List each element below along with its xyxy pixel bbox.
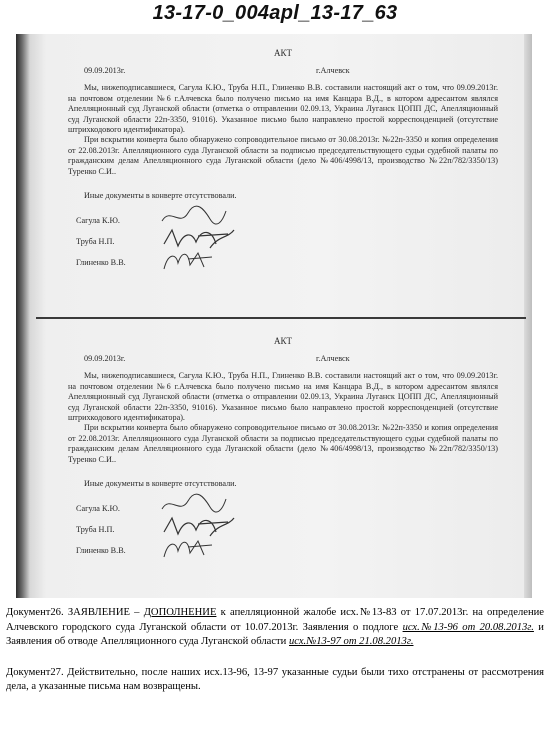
act-2 — [68, 336, 498, 562]
doc26-text: к апелляционной жалобе исх.№13-83 от 17.07.2013г. на определение Алчевского городского суда Луганской области от 10.07.2013г. Заявления о подлоге — [6, 607, 544, 633]
signature-line — [76, 541, 498, 562]
page-divider — [36, 317, 526, 319]
signer-name: Сагула К.Ю. — [76, 504, 120, 514]
page-header: 13-17-0_004apl_13-17_63 — [152, 2, 398, 24]
scan-edge — [524, 34, 532, 598]
act-paragraph-1: Мы, нижеподписавшиеся, Сагула К.Ю., Труба Н.П., Глиненко В.В. составили настоящий акт о том, что 09.09.2013г. на почтовом отделении №6 г.Алчевска было получено письмо на имя Канцара В.Д., в котором адресантом являлся Апелляционный суд Луганской области (отметка о отправлении 02.09.13, Украина Луганск ЦОПП ДС, Апелляционный суд Луганской области 22п-3350, 91016). Указанное письмо было направлено простой корреспонденцией (отсутствие штрихкодового идентификатора). — [68, 371, 498, 423]
signature-block — [68, 499, 498, 562]
document-26-paragraph — [6, 606, 544, 650]
act-city: г.Алчевск — [316, 66, 350, 76]
signature-line — [76, 520, 498, 541]
doc26-link-13-97[interactable]: исх.№13-97 от 21.08.2013г. — [289, 636, 414, 648]
act-1 — [68, 48, 498, 274]
act-date: 09.09.2013г. — [84, 354, 126, 364]
act-title: АКТ — [274, 336, 292, 346]
act-paragraph-1: Мы, нижеподписавшиеся, Сагула К.Ю., Труба Н.П., Глиненко В.В. составили настоящий акт о том, что 09.09.2013г. на почтовом отделении №6 г.Алчевска было получено письмо на имя Канцара В.Д., в котором адресантом являлся Апелляционный суд Луганской области (отметка о отправлении 02.09.13, Украина Луганск ЦОПП ДС, Апелляционный суд Луганской области 22п-3350, 91016). Указанное письмо было направлено простой корреспонденцией (отсутствие штрихкодового идентификатора). — [68, 83, 498, 135]
doc26-text: Документ26. ЗАЯВЛЕНИЕ – — [6, 607, 144, 618]
signature-line — [76, 253, 498, 274]
doc26-text: и Заявления об отводе Апелляционного суда Луганской области — [6, 621, 544, 648]
act-dateline — [68, 66, 498, 77]
handwritten-signature-icon — [158, 247, 218, 273]
signer-name: Труба Н.П. — [76, 237, 115, 247]
act-no-other-docs: Иные документы в конверте отсутствовали. — [84, 191, 237, 201]
act-title: АКТ — [274, 48, 292, 58]
act-no-other-docs: Иные документы в конверте отсутствовали. — [84, 479, 237, 489]
signer-name: Труба Н.П. — [76, 525, 115, 535]
signer-name: Глиненко В.В. — [76, 258, 126, 268]
document-27-paragraph: Документ27. Действительно, после наших исх.13-96, 13-97 указанные судьи были тихо отстранены от рассмотрения дела, а указанные письма нам возвращены. — [6, 666, 544, 693]
footer-text — [6, 606, 544, 695]
signature-line — [76, 499, 498, 520]
signature-line — [76, 211, 498, 232]
signature-line — [76, 232, 498, 253]
act-dateline — [68, 354, 498, 365]
doc26-addition: ДОПОЛНЕНИЕ — [143, 607, 217, 618]
doc26-link-13-96[interactable]: исх.№13-96 от 20.08.2013г. — [402, 621, 534, 633]
act-paragraph-2: При вскрытии конверта было обнаружено сопроводительное письмо от 30.08.2013г. №22п-3350 и копия определения от 22.08.2013г. Апелляционного суда Луганской области за подписью председательствующего судьи судебной палаты по гражданским делам Апелляционного суда Луганской области (дело №406/4998/13, производство №22п/782/3350/13) Туренко С.И.. — [68, 423, 498, 464]
handwritten-signature-icon — [158, 535, 218, 561]
act-paragraph-2: При вскрытии конверта было обнаружено сопроводительное письмо от 30.08.2013г. №22п-3350 и копия определения от 22.08.2013г. Апелляционного суда Луганской области за подписью председательствующего судьи судебной палаты по гражданским делам Апелляционного суда Луганской области (дело №406/4998/13, производство №22п/782/3350/13) Туренко С.И.. — [68, 135, 498, 176]
signer-name: Сагула К.Ю. — [76, 216, 120, 226]
scanned-document — [16, 34, 532, 598]
signature-block — [68, 211, 498, 274]
act-city: г.Алчевск — [316, 354, 350, 364]
signer-name: Глиненко В.В. — [76, 546, 126, 556]
act-date: 09.09.2013г. — [84, 66, 126, 76]
